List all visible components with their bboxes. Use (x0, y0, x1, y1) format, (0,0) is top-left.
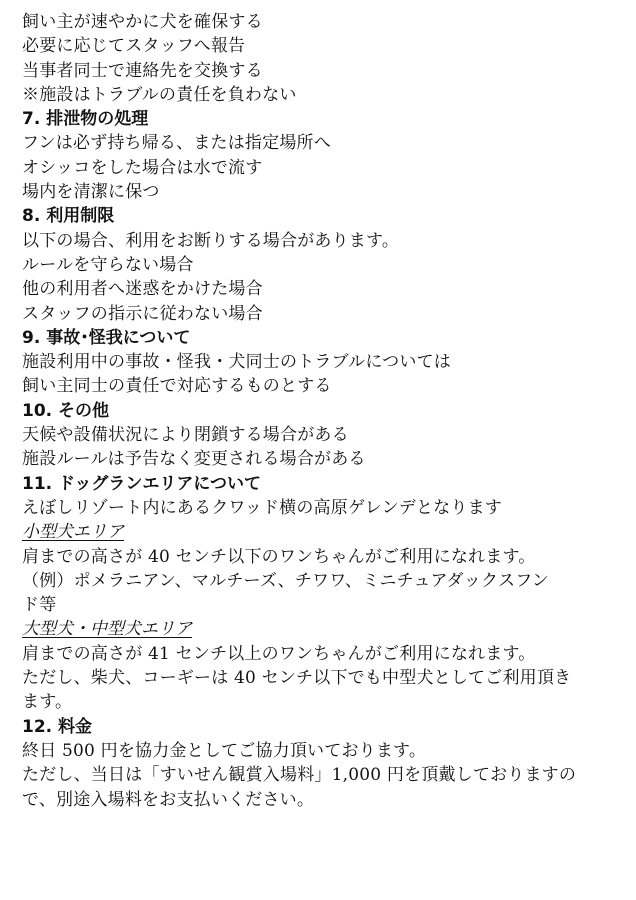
text-line: 終日 500 円を協力金としてご協力頂いております。 (22, 740, 427, 761)
section-heading: 7. 排泄物の処理 (22, 109, 149, 130)
section-heading: 12. 料金 (22, 716, 93, 737)
text-line: ただし、柴犬、コーギーは 40 センチ以下でも中型犬としてご利用頂き (22, 668, 572, 689)
section-heading: 9. 事故･怪我について (22, 327, 191, 348)
text-line: 以下の場合、利用をお断りする場合があります。 (22, 230, 400, 251)
text-line: ます。 (22, 692, 73, 713)
text-line: 当事者同士で連絡先を交換する (22, 60, 263, 81)
text-line: 場内を清潔に保つ (22, 182, 160, 203)
text-line: 他の利用者へ迷惑をかけた場合 (22, 279, 263, 300)
text-line: 肩までの高さが 40 センチ以下のワンちゃんがご利用になれます。 (22, 546, 536, 567)
text-line: えぼしリゾート内にあるクワッド横の高原ゲレンデとなります (22, 497, 502, 518)
small-dog-area-title: 小型犬エリア (22, 522, 124, 543)
document-page (22, 10, 622, 812)
section-heading: 8. 利用制限 (22, 206, 115, 227)
text-line: 飼い主同士の責任で対応するものとする (22, 376, 332, 397)
text-line: 飼い主が速やかに犬を確保する (22, 12, 263, 32)
large-dog-area-title: 大型犬・中型犬エリア (22, 619, 192, 640)
text-line: スタッフの指示に従わない場合 (22, 303, 263, 324)
text-line: ※施設はトラブルの責任を負わない (22, 84, 297, 105)
section-heading: 10. その他 (22, 400, 110, 421)
text-line: ただし、当日は「すいせん観賞入場料」1,000 円を頂戴しておりますの (22, 765, 577, 786)
text-line: 天候や設備状況により閉鎖する場合がある (22, 425, 349, 446)
section-heading: 11. ドッグランエリアについて (22, 473, 262, 494)
text-line: （例）ポメラニアン、マルチーズ、チワワ、ミニチュアダックスフン (22, 570, 549, 591)
text-line: で、別途入場料をお支払いください。 (22, 789, 315, 810)
text-line: 施設ルールは予告なく変更される場合がある (22, 449, 366, 470)
text-line: ルールを守らない場合 (22, 254, 194, 275)
text-line: 施設利用中の事故・怪我・犬同士のトラブルについては (22, 352, 451, 373)
text-line: オシッコをした場合は水で流す (22, 157, 263, 178)
text-line: ド等 (22, 595, 57, 616)
text-line: 必要に応じてスタッフへ報告 (22, 36, 246, 57)
text-line: フンは必ず持ち帰る、または指定場所へ (22, 133, 331, 154)
text-line: 肩までの高さが 41 センチ以上のワンちゃんがご利用になれます。 (22, 643, 536, 664)
